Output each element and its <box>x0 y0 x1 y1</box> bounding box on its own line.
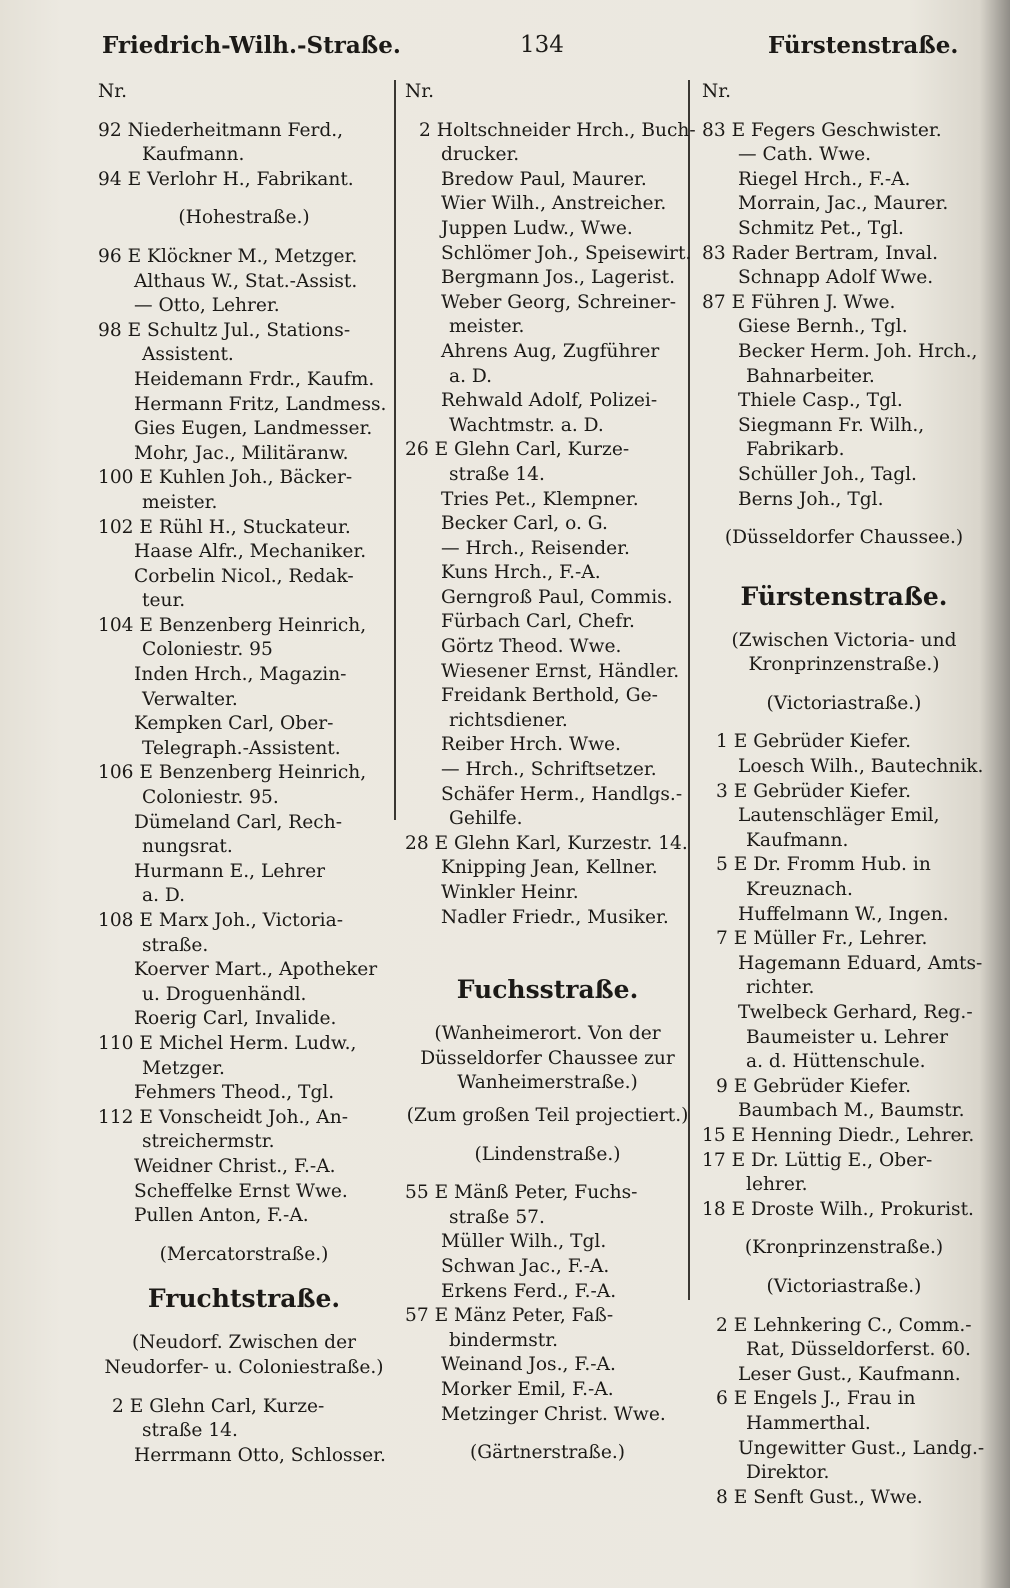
street-note: (Kronprinzenstraße.) <box>744 1237 944 1259</box>
spacer <box>405 944 690 958</box>
directory-entry: 108 E Marx Joh., Victoria- <box>98 910 343 931</box>
directory-entry: Tries Pet., Klempner. <box>441 488 639 510</box>
directory-entry: Bredow Paul, Maurer. <box>441 168 647 190</box>
directory-entry: Weinand Jos., F.-A. <box>441 1354 616 1376</box>
directory-entry: Schäfer Herm., Handlgs.- <box>441 783 683 805</box>
entry-continuation: u. Droguenhändl. <box>142 983 307 1005</box>
directory-entry: Loesch Wilh., Bautechnik. <box>738 756 984 778</box>
column-rule-1 <box>394 80 396 820</box>
entry-continuation: Direktor. <box>746 1462 830 1484</box>
entry-continuation: straße 14. <box>449 463 545 485</box>
street-note: (Victoriastraße.) <box>766 1275 922 1297</box>
directory-entry: Hermann Fritz, Landmess. <box>134 393 387 415</box>
directory-entry: Herrmann Otto, Schlosser. <box>134 1444 386 1466</box>
directory-entry: Schlömer Joh., Speisewirt. <box>441 242 692 264</box>
spacer <box>405 958 690 972</box>
directory-entry: 1 E Gebrüder Kiefer. <box>716 731 912 753</box>
entry-continuation: Kreuznach. <box>746 879 853 901</box>
entry-continuation: Bahnarbeiter. <box>746 365 875 387</box>
directory-entry: 106 E Benzenberg Heinrich, <box>98 762 367 784</box>
entry-continuation: straße. <box>142 934 209 956</box>
directory-entry: Heidemann Frdr., Kaufm. <box>134 368 375 390</box>
directory-entry: Nadler Friedr., Musiker. <box>441 906 669 928</box>
directory-entry: 28 E Glehn Karl, Kurzestr. 14. <box>405 832 688 854</box>
directory-entry: Weber Georg, Schreiner- <box>441 291 677 313</box>
directory-entry: Leser Gust., Kaufmann. <box>738 1363 961 1385</box>
street-note: (Neudorf. Zwischen der <box>132 1332 356 1354</box>
directory-entry: 7 E Müller Fr., Lehrer. <box>716 928 928 950</box>
entry-continuation: Coloniestr. 95 <box>142 639 273 661</box>
entry-continuation: richter. <box>746 977 815 999</box>
directory-entry: Weidner Christ., F.-A. <box>134 1155 336 1177</box>
directory-entry: Koerver Mart., Apotheker <box>134 959 378 981</box>
directory-entry: Morrain, Jac., Maurer. <box>738 193 949 215</box>
street-note: (Zum großen Teil projectiert.) <box>406 1104 689 1126</box>
directory-entry: 98 E Schultz Jul., Stations- <box>98 319 351 341</box>
directory-entry: Twelbeck Gerhard, Reg.- <box>738 1002 973 1023</box>
entry-continuation: Verwalter. <box>142 688 238 710</box>
street-note: (Zwischen Victoria- und <box>731 629 957 651</box>
street-note: (Victoriastraße.) <box>766 692 922 714</box>
entry-continuation: straße 57. <box>449 1206 545 1228</box>
entry-continuation: Wachtmstr. a. D. <box>449 414 604 436</box>
street-note: Wanheimerstraße.) <box>457 1072 638 1094</box>
directory-entry: Rehwald Adolf, Polizei- <box>441 390 658 412</box>
directory-entry: Hurmann E., Lehrer <box>134 860 326 882</box>
directory-entry: Wier Wilh., Anstreicher. <box>441 193 667 215</box>
spacer <box>702 565 986 579</box>
street-note: Kronprinzenstraße.) <box>748 654 940 676</box>
directory-entry: 26 E Glehn Carl, Kurze- <box>405 439 630 461</box>
directory-entry: Juppen Ludw., Wwe. <box>441 217 633 239</box>
street-note: (Gärtnerstraße.) <box>470 1442 625 1464</box>
spacer <box>98 1229 390 1243</box>
directory-entry: Roerig Carl, Invalide. <box>134 1008 337 1030</box>
directory-entry: Müller Wilh., Tgl. <box>441 1231 607 1253</box>
spacer <box>98 192 390 206</box>
spacer <box>702 716 986 730</box>
directory-entry: Scheffelke Ernst Wwe. <box>134 1180 348 1202</box>
directory-entry: Winkler Heinr. <box>441 882 579 903</box>
directory-entry: Hagemann Eduard, Amts- <box>738 952 983 974</box>
column-2 <box>405 80 696 1466</box>
directory-entry: — Hrch., Reisender. <box>441 537 630 559</box>
directory-entry: 2 E Glehn Carl, Kurze- <box>112 1395 325 1417</box>
entry-continuation: teur. <box>142 590 186 612</box>
directory-entry: Dümeland Carl, Rech- <box>134 811 342 833</box>
directory-entry: Gies Eugen, Landmesser. <box>134 418 373 440</box>
directory-entry: — Cath. Wwe. <box>738 144 872 166</box>
entry-continuation: a. D. <box>449 365 493 387</box>
directory-entry: 18 E Droste Wilh., Prokurist. <box>702 1198 974 1220</box>
spacer <box>702 551 986 565</box>
spacer <box>702 1300 986 1314</box>
spacer <box>405 1427 690 1441</box>
entry-continuation: Telegraph.-Assistent. <box>142 737 341 759</box>
directory-entry: 57 E Mänz Peter, Faß- <box>405 1305 614 1327</box>
column-label: Nr. <box>405 81 435 102</box>
street-heading: Fruchtstraße. <box>147 1284 341 1314</box>
directory-entry: Metzinger Christ. Wwe. <box>441 1403 666 1425</box>
directory-entry: 94 E Verlohr H., Fabrikant. <box>98 168 354 190</box>
entry-continuation: Fabrikarb. <box>746 439 845 461</box>
directory-entry: Wiesener Ernst, Händler. <box>441 660 680 682</box>
directory-entry: 8 E Senft Gust., Wwe. <box>716 1486 923 1508</box>
entry-continuation: richtsdiener. <box>449 709 568 731</box>
entry-continuation: straße 14. <box>142 1420 238 1442</box>
running-head-left: Friedrich-Wilh.-Straße. <box>102 32 401 59</box>
street-note: (Mercatorstraße.) <box>159 1243 329 1265</box>
directory-entry: 2 Holtschneider Hrch., Buch- <box>419 119 696 141</box>
directory-entry: Schnapp Adolf Wwe. <box>738 267 934 289</box>
entry-continuation: Baumeister u. Lehrer <box>746 1026 949 1048</box>
entry-continuation: nungsrat. <box>142 836 233 858</box>
directory-entry: 55 E Mänß Peter, Fuchs- <box>405 1182 638 1204</box>
entry-continuation: a. d. Hüttenschule. <box>746 1051 926 1073</box>
directory-entry: Gerngroß Paul, Commis. <box>441 586 673 608</box>
directory-entry: Morker Emil, F.-A. <box>441 1378 614 1400</box>
directory-entry: 110 E Michel Herm. Ludw., <box>98 1032 357 1054</box>
directory-entry: Fehmers Theod., Tgl. <box>134 1082 335 1104</box>
entry-continuation: Assistent. <box>142 344 234 366</box>
entry-continuation: Metzger. <box>142 1057 225 1079</box>
directory-entry: Ungewitter Gust., Landg.- <box>738 1437 985 1459</box>
street-heading: Fuchsstraße. <box>456 975 639 1005</box>
directory-entry: Ahrens Aug, Zugführer <box>441 340 660 362</box>
directory-entry: 83 E Fegers Geschwister. <box>702 119 942 141</box>
directory-entry: — Hrch., Schriftsetzer. <box>441 759 657 781</box>
directory-entry: Kempken Carl, Ober- <box>134 713 334 735</box>
street-note: (Lindenstraße.) <box>474 1143 621 1165</box>
directory-entry: Knipping Jean, Kellner. <box>441 857 658 879</box>
directory-entry: Bergmann Jos., Lagerist. <box>441 267 676 289</box>
spacer <box>702 512 986 526</box>
spacer <box>702 105 986 119</box>
street-note: (Hohestraße.) <box>178 207 310 229</box>
spacer <box>405 1008 690 1022</box>
directory-entry: 83 Rader Bertram, Inval. <box>702 242 939 264</box>
entry-continuation: Kaufmann. <box>746 829 849 851</box>
directory-entry: 100 E Kuhlen Joh., Bäcker- <box>98 467 353 489</box>
directory-entry: drucker. <box>441 144 520 166</box>
entry-continuation: meister. <box>142 491 218 513</box>
directory-entry: Kuns Hrch., F.-A. <box>441 562 601 584</box>
directory-entry: Huffelmann W., Ingen. <box>738 903 949 925</box>
directory-entry: Baumbach M., Baumstr. <box>738 1100 965 1122</box>
directory-entry: Reiber Hrch. Wwe. <box>441 734 621 756</box>
directory-entry: Schmitz Pet., Tgl. <box>738 217 904 239</box>
spacer <box>98 231 390 245</box>
directory-entry: Inden Hrch., Magazin- <box>134 664 347 686</box>
street-note: Düsseldorfer Chaussee zur <box>420 1047 675 1069</box>
directory-entry: Thiele Casp., Tgl. <box>738 390 903 412</box>
spacer <box>702 1261 986 1275</box>
spacer <box>405 1096 690 1104</box>
directory-entry: Haase Alfr., Mechaniker. <box>134 541 367 563</box>
directory-entry: 87 E Führen J. Wwe. <box>702 291 896 313</box>
entry-continuation: Kaufmann. <box>142 144 245 166</box>
directory-entry: Berns Joh., Tgl. <box>738 488 884 510</box>
column-3 <box>702 80 986 1510</box>
directory-entry: Becker Carl, o. G. <box>441 513 608 535</box>
spacer <box>98 1381 390 1395</box>
directory-entry: 92 Niederheitmann Ferd., <box>98 119 344 141</box>
entry-continuation: Rat, Düsseldorferst. 60. <box>746 1339 971 1361</box>
spacer <box>405 1129 690 1143</box>
directory-entry: 2 E Lehnkering C., Comm.- <box>716 1314 972 1336</box>
page-number: 134 <box>520 32 564 58</box>
street-note: (Wanheimerort. Von der <box>434 1023 661 1045</box>
street-note: Neudorfer- u. Coloniestraße.) <box>104 1356 384 1378</box>
directory-entry: Fürbach Carl, Chefr. <box>441 611 635 633</box>
directory-entry: Pullen Anton, F.-A. <box>134 1205 309 1227</box>
entry-continuation: Hammerthal. <box>746 1412 871 1434</box>
directory-entry: Giese Bernh., Tgl. <box>738 316 908 338</box>
spacer <box>98 1317 390 1331</box>
directory-entry: 15 E Henning Diedr., Lehrer. <box>702 1124 975 1146</box>
column-label: Nr. <box>98 81 128 102</box>
spacer <box>405 105 690 119</box>
entry-continuation: lehrer. <box>746 1174 808 1196</box>
entry-continuation: bindermstr. <box>449 1329 559 1351</box>
running-head-right: Fürstenstraße. <box>768 32 959 59</box>
directory-entry: Freidank Berthold, Ge- <box>441 685 658 707</box>
entry-continuation: Gehilfe. <box>449 808 523 830</box>
directory-entry: 104 E Benzenberg Heinrich, <box>98 614 367 636</box>
spacer <box>405 930 690 944</box>
directory-entry: Erkens Ferd., F.-A. <box>441 1280 617 1302</box>
entry-continuation: Coloniestr. 95. <box>142 787 279 809</box>
directory-entry: 96 E Klöckner M., Metzger. <box>98 245 358 267</box>
directory-entry: Mohr, Jac., Militäranw. <box>134 442 349 464</box>
directory-entry: 3 E Gebrüder Kiefer. <box>716 780 912 802</box>
directory-entry: — Otto, Lehrer. <box>134 295 280 317</box>
directory-entry: 5 E Dr. Fromm Hub. in <box>716 854 931 876</box>
directory-entry: 102 E Rühl H., Stuckateur. <box>98 516 351 538</box>
column-label: Nr. <box>702 81 732 102</box>
directory-entry: Görtz Theod. Wwe. <box>441 636 622 658</box>
entry-continuation: a. D. <box>142 885 186 907</box>
spacer <box>702 678 986 692</box>
spacer <box>702 615 986 629</box>
directory-entry: 112 E Vonscheidt Joh., An- <box>98 1106 348 1128</box>
directory-entry: Schüller Joh., Tagl. <box>738 463 917 485</box>
entry-continuation: streichermstr. <box>142 1131 275 1153</box>
street-heading: Fürstenstraße. <box>740 581 948 611</box>
spacer <box>405 1167 690 1181</box>
spacer <box>98 1267 390 1281</box>
directory-entry: 9 E Gebrüder Kiefer. <box>716 1075 912 1097</box>
spacer <box>98 105 390 119</box>
street-note: (Düsseldorfer Chaussee.) <box>724 527 964 549</box>
column-1 <box>98 80 390 1468</box>
entry-continuation: meister. <box>449 316 525 338</box>
directory-entry: Lautenschläger Emil, <box>738 805 940 827</box>
directory-entry: Siegmann Fr. Wilh., <box>738 414 925 436</box>
spacer <box>702 1222 986 1236</box>
directory-entry: Corbelin Nicol., Redak- <box>134 565 354 587</box>
directory-entry: Althaus W., Stat.-Assist. <box>134 270 358 292</box>
directory-entry: Schwan Jac., F.-A. <box>441 1255 610 1277</box>
directory-entry: Becker Herm. Joh. Hrch., <box>738 340 978 362</box>
directory-entry: 17 E Dr. Lüttig E., Ober- <box>702 1149 933 1171</box>
directory-entry: Riegel Hrch., F.-A. <box>738 168 911 190</box>
directory-entry: 6 E Engels J., Frau in <box>716 1388 916 1410</box>
